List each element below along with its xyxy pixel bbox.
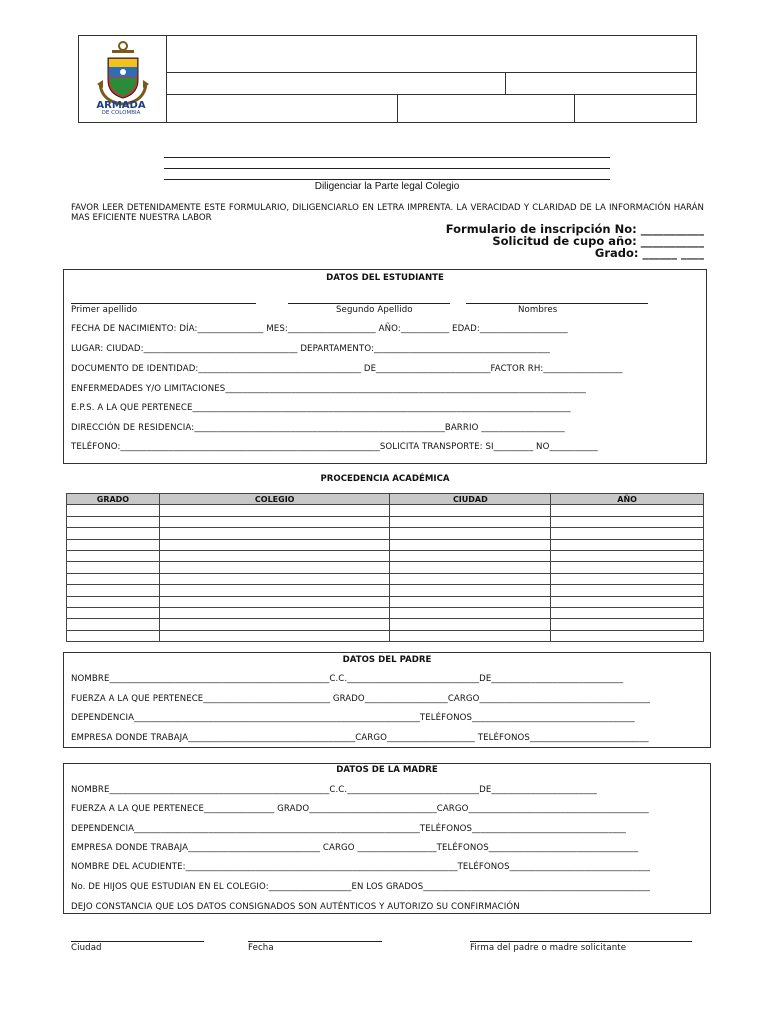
table-cell[interactable] — [67, 607, 160, 618]
mother-line-1[interactable]: NOMBRE__________________________________________________C.C.______________________________DE________________________ — [71, 785, 597, 795]
table-row — [67, 550, 704, 561]
table-cell[interactable] — [551, 573, 704, 584]
table-cell[interactable] — [67, 562, 160, 573]
col-ano: AÑO — [551, 494, 704, 505]
col-colegio: COLEGIO — [159, 494, 390, 505]
table-cell[interactable] — [551, 630, 704, 641]
logo-text-armada: ARMADA — [96, 100, 146, 111]
table-row — [67, 619, 704, 630]
table-row — [67, 516, 704, 527]
table-cell[interactable] — [159, 516, 390, 527]
table-row — [67, 573, 704, 584]
grado-field[interactable]: Grado: ______ ____ — [594, 246, 704, 260]
mother-line-2[interactable]: FUERZA A LA QUE PERTENECE________________ GRADO_____________________________CARGO_________________________________________ — [71, 804, 649, 814]
enfermedades-field[interactable]: ENFERMEDADES Y/O LIMITACIONES__________________________________________________________________________________ — [71, 384, 586, 394]
table-row — [67, 539, 704, 550]
primer-apellido-line[interactable] — [71, 303, 256, 304]
table-cell[interactable] — [159, 550, 390, 561]
table-cell[interactable] — [159, 630, 390, 641]
logo-text-colombia: DE COLOMBIA — [101, 110, 141, 116]
eps-field[interactable]: E.P.S. A LA QUE PERTENECE______________________________________________________________________________________ — [71, 403, 571, 413]
table-cell[interactable] — [159, 596, 390, 607]
ciudad-signature-line[interactable] — [71, 941, 204, 942]
father-line-3[interactable]: DEPENDENCIA_________________________________________________________________TELÉFONOS_____________________________________ — [71, 713, 635, 723]
primer-apellido-label: Primer apellido — [71, 305, 138, 315]
table-cell[interactable] — [551, 607, 704, 618]
header-divider-v4 — [574, 94, 575, 123]
table-cell[interactable] — [390, 562, 551, 573]
legal-line-3[interactable] — [164, 179, 610, 180]
mother-line-6[interactable]: No. DE HIJOS QUE ESTUDIAN EN EL COLEGIO:___________________EN LOS GRADOS____________________________________________________ — [71, 882, 650, 892]
table-row — [67, 505, 704, 516]
table-cell[interactable] — [159, 619, 390, 630]
table-cell[interactable] — [551, 550, 704, 561]
table-cell[interactable] — [159, 585, 390, 596]
academic-header-row — [67, 494, 704, 505]
table-cell[interactable] — [67, 528, 160, 539]
table-cell[interactable] — [551, 562, 704, 573]
table-row — [67, 630, 704, 641]
table-cell[interactable] — [390, 528, 551, 539]
table-row — [67, 596, 704, 607]
table-cell[interactable] — [551, 539, 704, 550]
header-divider-h1 — [166, 72, 697, 73]
table-row — [67, 562, 704, 573]
table-cell[interactable] — [551, 619, 704, 630]
table-row — [67, 528, 704, 539]
table-cell[interactable] — [67, 619, 160, 630]
table-cell[interactable] — [551, 585, 704, 596]
table-cell[interactable] — [390, 573, 551, 584]
table-cell[interactable] — [551, 516, 704, 527]
father-line-4[interactable]: EMPRESA DONDE TRABAJA______________________________________CARGO____________________ TELÉFONOS___________________________ — [71, 733, 649, 743]
table-cell[interactable] — [67, 585, 160, 596]
table-cell[interactable] — [390, 607, 551, 618]
table-cell[interactable] — [159, 562, 390, 573]
table-cell[interactable] — [67, 596, 160, 607]
mother-line-5[interactable]: NOMBRE DEL ACUDIENTE:______________________________________________________________TELÉFONOS________________________________ — [71, 862, 650, 872]
table-cell[interactable] — [67, 539, 160, 550]
lugar-field[interactable]: LUGAR: CIUDAD:___________________________________ DEPARTAMENTO:________________________________________ — [71, 344, 550, 354]
academic-table — [66, 493, 704, 642]
direccion-field[interactable]: DIRECCIÓN DE RESIDENCIA:_________________________________________________________BARRIO ___________________ — [71, 423, 565, 433]
table-cell[interactable] — [390, 539, 551, 550]
student-title: DATOS DEL ESTUDIANTE — [326, 273, 444, 283]
mother-line-4[interactable]: EMPRESA DONDE TRABAJA______________________________ CARGO __________________TELÉFONOS__________________________________ — [71, 843, 639, 853]
table-cell[interactable] — [159, 573, 390, 584]
nombres-line[interactable] — [466, 303, 648, 304]
fecha-nacimiento-field[interactable]: FECHA DE NACIMIENTO: DÍA:_______________ MES:____________________ AÑO:___________ EDAD:____________________ — [71, 324, 568, 334]
table-cell[interactable] — [551, 528, 704, 539]
table-cell[interactable] — [67, 573, 160, 584]
table-cell[interactable] — [551, 505, 704, 516]
firma-label: Firma del padre o madre solicitante — [470, 943, 627, 953]
fecha-label: Fecha — [248, 943, 274, 953]
table-cell[interactable] — [390, 516, 551, 527]
legal-line-2[interactable] — [164, 168, 610, 169]
father-line-1[interactable]: NOMBRE__________________________________________________C.C.______________________________DE______________________________ — [71, 674, 624, 684]
segundo-apellido-line[interactable] — [288, 303, 450, 304]
fecha-signature-line[interactable] — [248, 941, 382, 942]
telefono-field[interactable]: TELÉFONO:___________________________________________________________SOLICITA TRANSPORTE: SI_________ NO___________ — [71, 442, 598, 452]
table-row — [67, 607, 704, 618]
documento-field[interactable]: DOCUMENTO DE IDENTIDAD:_____________________________________ DE__________________________FACTOR RH:__________________ — [71, 364, 623, 374]
academic-title: PROCEDENCIA ACADÉMICA — [320, 474, 450, 484]
table-cell[interactable] — [159, 528, 390, 539]
col-ciudad: CIUDAD — [390, 494, 551, 505]
table-cell[interactable] — [390, 550, 551, 561]
table-cell[interactable] — [390, 619, 551, 630]
table-cell[interactable] — [551, 596, 704, 607]
mother-line-7: DEJO CONSTANCIA QUE LOS DATOS CONSIGNADOS SON AUTÉNTICOS Y AUTORIZO SU CONFIRMACIÓN — [71, 902, 520, 912]
table-cell[interactable] — [159, 505, 390, 516]
table-row — [67, 585, 704, 596]
nombres-label: Nombres — [518, 305, 558, 315]
mother-title: DATOS DE LA MADRE — [336, 765, 438, 775]
table-cell[interactable] — [159, 539, 390, 550]
table-cell[interactable] — [159, 607, 390, 618]
legal-line-1[interactable] — [164, 157, 610, 158]
table-cell[interactable] — [390, 630, 551, 641]
table-cell[interactable] — [390, 596, 551, 607]
formulario-no[interactable]: Formulario de inscripción No: ___________ — [445, 222, 704, 236]
segundo-apellido-label: Segundo Apellido — [336, 305, 413, 315]
ciudad-label: Ciudad — [71, 943, 102, 953]
firma-signature-line[interactable] — [470, 941, 692, 942]
legal-caption: Diligenciar la Parte legal Colegio — [314, 181, 460, 192]
table-cell[interactable] — [67, 630, 160, 641]
header-divider-h2 — [166, 94, 697, 95]
table-cell[interactable] — [67, 516, 160, 527]
table-cell[interactable] — [390, 585, 551, 596]
table-cell[interactable] — [390, 505, 551, 516]
solicitud-cupo[interactable]: Solicitud de cupo año: ___________ — [492, 234, 704, 248]
mother-line-3[interactable]: DEPENDENCIA_________________________________________________________________TELÉFONOS___________________________________ — [71, 824, 626, 834]
header-divider-v3 — [397, 94, 398, 123]
father-title: DATOS DEL PADRE — [342, 655, 432, 665]
header-divider-v2 — [505, 72, 506, 94]
instructions-text: FAVOR LEER DETENIDAMENTE ESTE FORMULARIO, DILIGENCIARLO EN LETRA IMPRENTA. LA VERACIDAD Y CLARIDAD DE LA INFORMACIÓN HARÁN MAS EFICIENTE NUESTRA LABOR — [71, 203, 704, 223]
header-divider-v1 — [166, 35, 167, 123]
father-line-2[interactable]: FUERZA A LA QUE PERTENECE_____________________________ GRADO___________________CARGO_______________________________________ — [71, 694, 650, 704]
header-box — [78, 35, 697, 123]
table-cell[interactable] — [67, 550, 160, 561]
table-cell[interactable] — [67, 505, 160, 516]
col-grado: GRADO — [67, 494, 160, 505]
